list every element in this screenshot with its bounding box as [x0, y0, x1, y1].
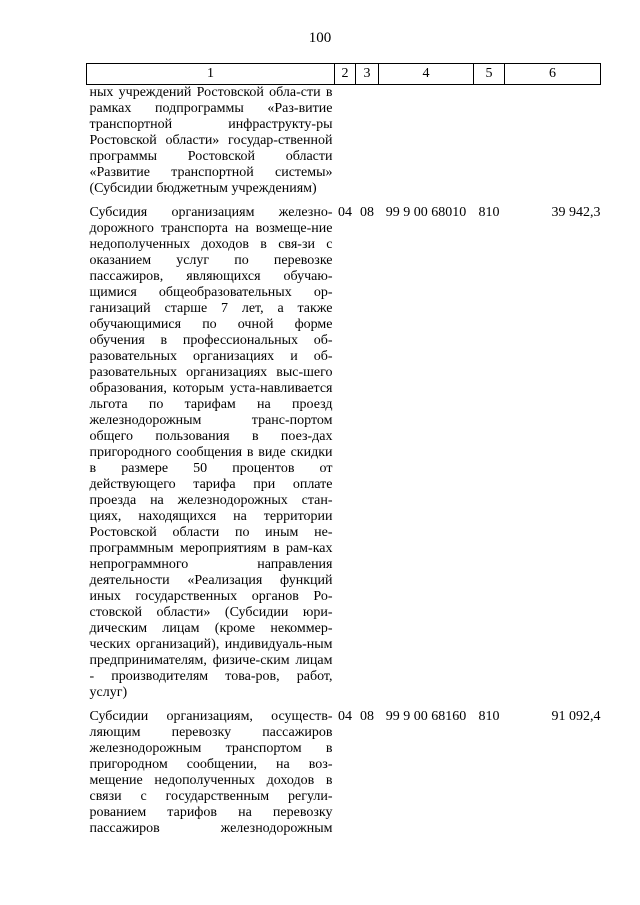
- row-description: Субсидии организациям, осуществ-ляющим перевозку пассажиров железнодорожным транспортом в пригородном сообщении, на воз-мещение недополученных доходов в связи с государственным регули-рованием тарифов на перевозку пассажиров железнодорожным: [89, 709, 333, 836]
- row-target-article: [379, 85, 474, 198]
- row-amount: 91 092,4: [551, 709, 601, 724]
- row-description: Субсидия организациям железно-дорожного транспорта на возмеще-ние недополученных доходов в свя-зи с оказанием услуг по перевозке пассажиров, являющихся обучаю-щимися общеобразовательных ор-ганизаций старше 7 лет, а также обучающимися по очной форме обучения в профессиональных об-разовательных организациях и об-разовательных организациях выс-шего образования, которым уста-навливается льгота по тарифам на проезд железнодорожным транс-портом общего пользования в поез-дах пригородного сообщения в виде скидки в размере 50 процентов от действующего тарифа при оплате проезда на железнодорожных стан-циях, находящихся на территории Ростовской области по иным не-программным мероприятиям в рам-ках непрограммного направления деятельности «Реализация функций иных государственных органов Ро-стовской области» (Субсидии юри-дическим лицам (кроме некоммер-ческих организаций), индивидуаль-ным предпринимателям, физиче-ским лицам - производителям това-ров, работ, услуг): [89, 205, 333, 700]
- column-header-2: 2: [335, 64, 356, 85]
- column-header-5: 5: [474, 64, 505, 85]
- column-header-6: 6: [505, 64, 601, 85]
- row-expense-type: 810: [478, 709, 500, 724]
- row-description: ных учреждений Ростовской обла-сти в рамках подпрограммы «Раз-витие транспортной инфраструкту-ры Ростовской области» государ-ственной программы Ростовской области «Развитие транспортной системы» (Субсидии бюджетным учреждениям): [89, 85, 333, 196]
- row-section: [335, 85, 356, 198]
- table-row: [87, 85, 601, 198]
- row-subsection: [356, 85, 379, 198]
- table-row: [87, 205, 601, 701]
- row-target-article: 99 9 00 68160: [385, 709, 467, 724]
- row-target-article: 99 9 00 68010: [385, 205, 467, 220]
- row-amount: [505, 85, 601, 198]
- row-section: 04: [338, 709, 352, 724]
- table-row: [87, 709, 601, 837]
- column-header-1: 1: [87, 64, 335, 85]
- page-number: 100: [308, 30, 332, 46]
- budget-table: [86, 63, 601, 837]
- row-subsection: 08: [360, 205, 374, 220]
- column-header-4: 4: [379, 64, 474, 85]
- row-section: 04: [338, 205, 352, 220]
- row-expense-type: 810: [478, 205, 500, 220]
- row-amount: 39 942,3: [551, 205, 601, 220]
- row-expense-type: [474, 85, 505, 198]
- column-header-3: 3: [356, 64, 379, 85]
- header-row: [87, 64, 601, 85]
- row-subsection: 08: [360, 709, 374, 724]
